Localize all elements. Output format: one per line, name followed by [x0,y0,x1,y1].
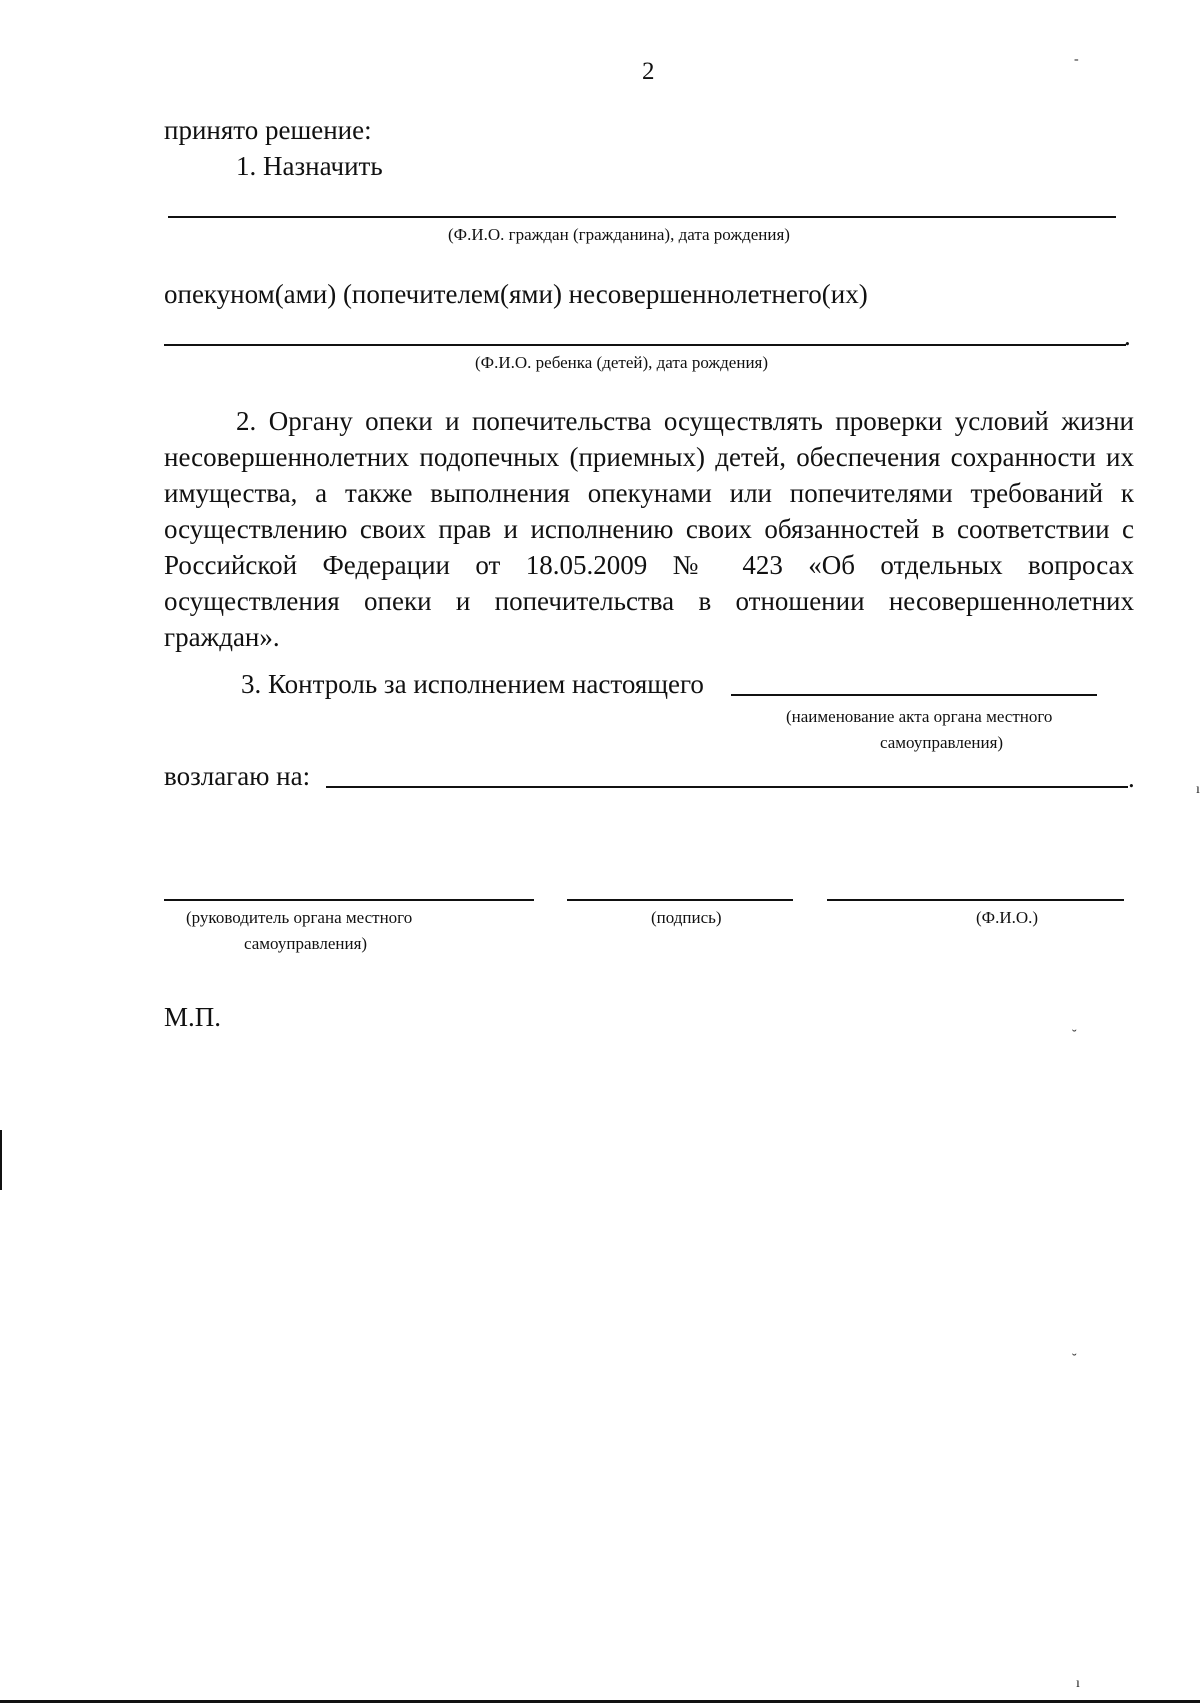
scan-speck: - [1074,52,1079,67]
guardian-name-field-line [168,216,1116,218]
intro-text: принято решение: [164,115,372,145]
scan-speck: ı [1196,782,1200,797]
head-caption-line1: (руководитель органа местного [186,908,413,927]
head-field-line [164,899,534,901]
page-number: 2 [642,58,655,85]
head-caption-line2: самоуправления) [244,934,368,953]
scan-speck: ı [1076,1676,1080,1691]
signature-caption: (подпись) [651,908,722,927]
guardian-role-line: опекуном(ами) (попечителем(ями) несовершеннолетнего(их) [164,279,868,309]
item2-paragraph [164,403,1134,655]
scan-left-edge-mark [0,1130,4,1190]
signature-field-line [567,899,793,901]
act-caption-line2: самоуправления) [880,733,1004,752]
stamp-place: М.П. [164,1002,222,1032]
item1-label: 1. Назначить [236,151,383,181]
item3-label: 3. Контроль за исполнением настоящего [241,669,704,699]
act-caption-line1: (наименование акта органа местного [786,707,1053,726]
child-line-period: . [1124,321,1131,351]
guardian-caption: (Ф.И.О. граждан (гражданина), дата рождения) [448,225,790,244]
fio-caption: (Ф.И.О.) [976,908,1039,927]
scan-speck: ˘ [1072,1352,1077,1367]
name-field-line [827,899,1124,901]
assignee-field-line [326,786,1128,788]
assignee-line-period: . [1128,763,1135,793]
child-caption: (Ф.И.О. ребенка (детей), дата рождения) [475,353,769,372]
child-name-field-line [164,344,1126,346]
act-name-field-line [731,694,1097,696]
scan-speck: ˘ [1072,1028,1077,1043]
assign-label: возлагаю на: [164,761,311,791]
item2-text: 2. Органу опеки и попечительства осуществлять проверки условий жизни несовершеннолетних подопечных (приемных) детей, обеспечения сохранности их имущества, а также выполнения опекунами или попечителями требований к осуществлению своих прав и исполнению своих обязанностей в соответствии с Российской Федерации от 18.05.2009 № 423 «Об отдельных вопросах осуществления опеки и попечительства в отношении несовершеннолетних граждан». [164,406,1134,652]
scan-bottom-edge [0,1700,1200,1703]
